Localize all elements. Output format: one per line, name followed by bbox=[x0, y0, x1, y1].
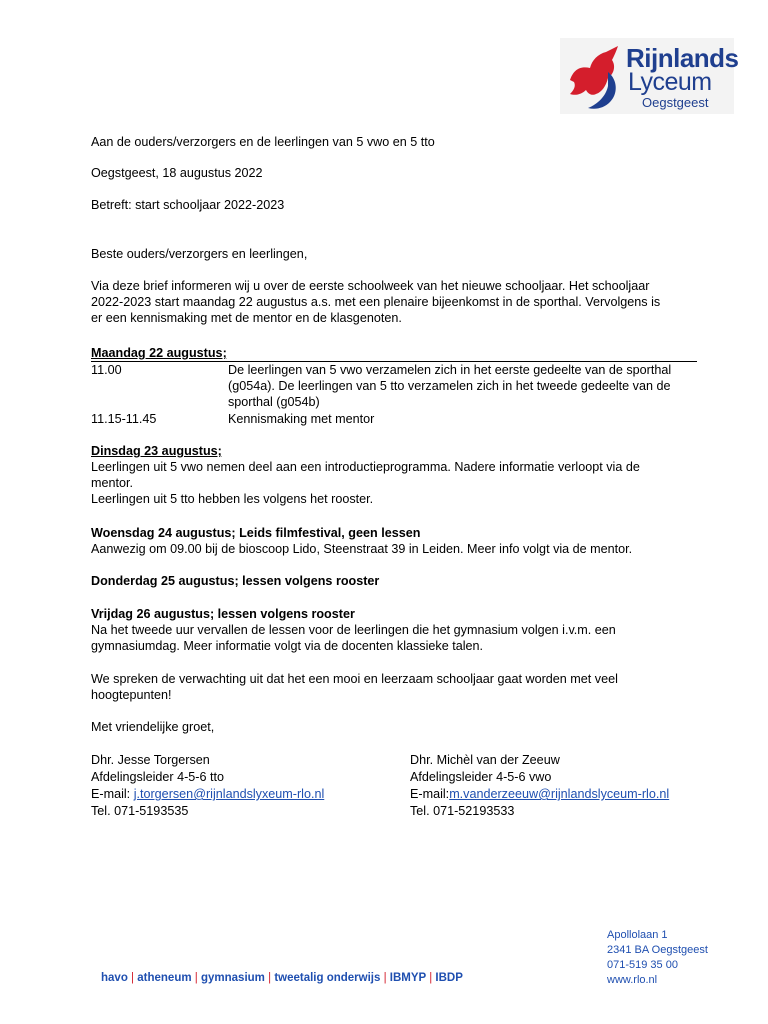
footer-address-line: 071-519 35 00 bbox=[607, 959, 678, 971]
program-label: gymnasium bbox=[200, 972, 265, 984]
wednesday-line: Aanwezig om 09.00 bij de bioscoop Lido, Steenstraat 39 in Leiden. Meer info volgt via de mentor. bbox=[91, 542, 633, 556]
signer-tel: Tel. 071-5193535 bbox=[91, 804, 189, 818]
program-label: atheneum bbox=[137, 972, 192, 984]
program-label: havo bbox=[101, 972, 128, 984]
email-label: E-mail: bbox=[410, 787, 450, 801]
date-line: Oegstgeest, 18 augustus 2022 bbox=[91, 166, 263, 180]
signer-tel: Tel. 071-52193533 bbox=[410, 804, 515, 818]
tuesday-line: mentor. bbox=[91, 476, 133, 490]
tuesday-heading: Dinsdag 23 augustus; bbox=[91, 444, 222, 458]
separator: | bbox=[268, 972, 272, 984]
monday-heading: Maandag 22 augustus; bbox=[91, 346, 227, 360]
schedule-desc-line: (g054a). De leerlingen van 5 tto verzamelen zich in het tweede gedeelte van de bbox=[228, 379, 671, 393]
footer-address-line: Apollolaan 1 bbox=[607, 929, 668, 941]
footer-address-line: 2341 BA Oegstgeest bbox=[607, 944, 708, 956]
friday-line: gymnasiumdag. Meer informatie volgt via de docenten klassieke talen. bbox=[91, 639, 484, 653]
email-link[interactable]: m.vanderzeeuw@rijnlandslyceum-rlo.nl bbox=[449, 787, 670, 801]
separator: | bbox=[194, 972, 198, 984]
schedule-time: 11.15-11.45 bbox=[91, 412, 157, 426]
closing-line: We spreken de verwachting uit dat het een mooi en leerzaam schooljaar gaat worden met veel bbox=[91, 672, 618, 686]
horse-emblem-icon bbox=[562, 42, 624, 112]
schedule-desc bbox=[228, 362, 698, 410]
program-label: tweetalig onderwijs bbox=[274, 972, 381, 984]
logo-line-1: Rijnlands bbox=[626, 43, 739, 73]
salutation: Beste ouders/verzorgers en leerlingen, bbox=[91, 247, 308, 261]
closing-line: hoogtepunten! bbox=[91, 688, 172, 702]
schedule-desc-line: sporthal (g054b) bbox=[228, 395, 320, 409]
schedule-desc-line: Kennismaking met mentor bbox=[228, 412, 375, 426]
signer-role: Afdelingsleider 4-5-6 tto bbox=[91, 770, 225, 784]
subject-line: Betreft: start schooljaar 2022-2023 bbox=[91, 198, 285, 212]
tuesday-line: Leerlingen uit 5 tto hebben les volgens het rooster. bbox=[91, 492, 374, 506]
thursday-heading: Donderdag 25 augustus; lessen volgens rooster bbox=[91, 574, 380, 588]
separator: | bbox=[429, 972, 433, 984]
email-link[interactable]: j.torgersen@rijnlandslyxeum-rlo.nl bbox=[133, 787, 325, 801]
schedule-time: 11.00 bbox=[91, 363, 122, 377]
email-label: E-mail: bbox=[91, 787, 134, 801]
program-label: IBMYP bbox=[389, 972, 427, 984]
friday-heading: Vrijdag 26 augustus; lessen volgens rooster bbox=[91, 607, 355, 621]
footer-website: www.rlo.nl bbox=[607, 974, 658, 986]
separator: | bbox=[383, 972, 387, 984]
intro-line: er een kennismaking met de mentor en de klasgenoten. bbox=[91, 311, 402, 325]
schedule-desc bbox=[228, 411, 698, 427]
program-label: IBDP bbox=[435, 972, 463, 984]
logo-line-2: Lyceum bbox=[628, 68, 712, 96]
tuesday-line: Leerlingen uit 5 vwo nemen deel aan een introductieprogramma. Nadere informatie verloopt via de bbox=[91, 460, 640, 474]
signer-right bbox=[410, 752, 669, 820]
signer-email-row bbox=[91, 786, 324, 803]
wednesday-heading: Woensdag 24 augustus; Leids filmfestival, geen lessen bbox=[91, 526, 421, 540]
signer-name: Dhr. Jesse Torgersen bbox=[91, 753, 210, 767]
regards: Met vriendelijke groet, bbox=[91, 720, 215, 734]
address-line: Aan de ouders/verzorgers en de leerlingen van 5 vwo en 5 tto bbox=[91, 135, 435, 149]
footer-programs bbox=[101, 972, 463, 984]
signer-role: Afdelingsleider 4-5-6 vwo bbox=[410, 770, 552, 784]
intro-line: 2022-2023 start maandag 22 augustus a.s. met een plenaire bijeenkomst in de sporthal. Vervolgens is bbox=[91, 295, 661, 309]
signer-name: Dhr. Michèl van der Zeeuw bbox=[410, 753, 560, 767]
friday-line: Na het tweede uur vervallen de lessen voor de leerlingen die het gymnasium volgen i.v.m. een bbox=[91, 623, 616, 637]
intro-line: Via deze brief informeren wij u over de eerste schoolweek van het nieuwe schooljaar. Het schooljaar bbox=[91, 279, 650, 293]
signer-email-row bbox=[410, 786, 669, 803]
logo-line-3: Oegstgeest bbox=[642, 95, 709, 110]
schedule-desc-line: De leerlingen van 5 vwo verzamelen zich in het eerste gedeelte van de sporthal bbox=[228, 363, 672, 377]
signer-left bbox=[91, 752, 324, 820]
separator: | bbox=[131, 972, 135, 984]
